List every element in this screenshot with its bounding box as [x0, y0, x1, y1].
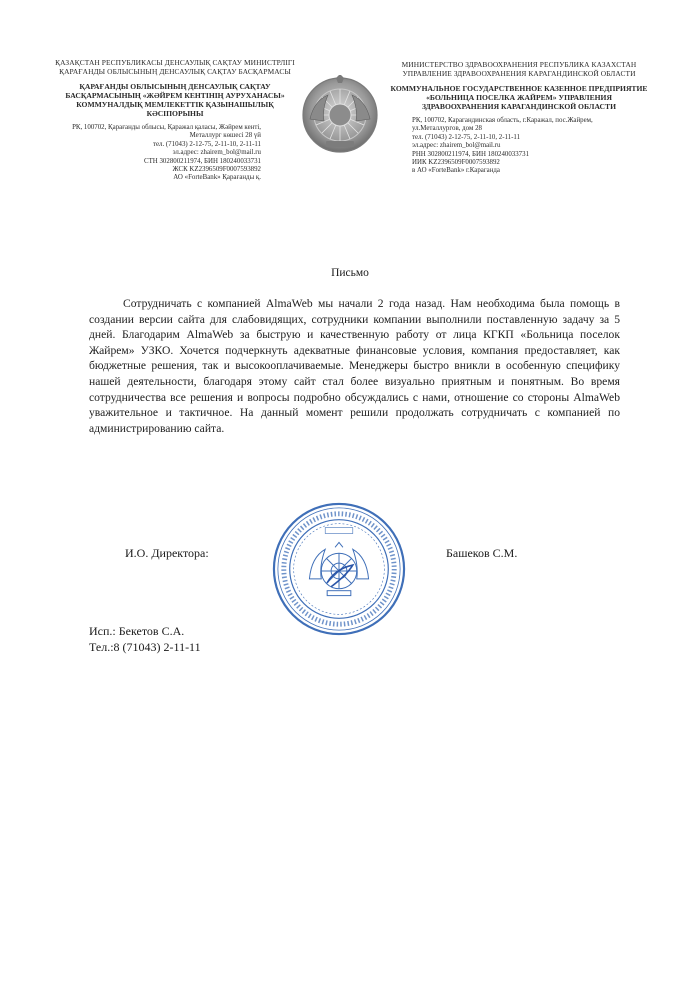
contact-line: АО «ForteBank» Қарағанды қ. — [173, 174, 261, 182]
contact-line: тел. (71043) 2-12-75, 2-11-10, 2-11-11 — [152, 140, 261, 148]
ministry-ru: МИНИСТЕРСТВО ЗДРАВООХРАНЕНИЯ РЕСПУБЛИКА КАЗАХСТАН УПРАВЛЕНИЕ ЗДРАВООХРАНЕНИЯ КАРАГАНДИНСКОЙ ОБЛАСТИ — [401, 60, 637, 78]
contact-line: тел. (71043) 2-12-75, 2-11-10, 2-11-11 — [412, 133, 521, 141]
contact-line: ЖСК KZ2396509F0007593892 — [172, 166, 261, 174]
contacts-ru — [390, 117, 648, 176]
contacts-kz — [55, 124, 295, 183]
state-emblem-icon — [300, 75, 380, 155]
official-stamp-icon — [270, 500, 408, 638]
signature-role: И.О. Директора: — [125, 546, 209, 560]
signature-name: Башеков С.М. — [446, 546, 518, 560]
letterhead-right — [390, 60, 648, 176]
ministry-kz: ҚАЗАҚСТАН РЕСПУБЛИКАСЫ ДЕНСАУЛЫҚ САҚТАУ МИНИСТРЛІГІ ҚАРАҒАНДЫ ОБЛЫСЫНЫҢ ДЕНСАУЛЫҚ САҚТАУ БАСҚАРМАСЫ — [55, 58, 295, 76]
contact-line: РК, 100702, Қарағанды облысы, Қаражал қаласы, Жәйрем кенті, — [72, 124, 261, 131]
letterhead-left — [55, 58, 295, 183]
contact-line: РНН 302800211974, БИН 180240033731 — [412, 150, 530, 158]
organization-kz: ҚАРАҒАНДЫ ОБЛЫСЫНЫҢ ДЕНСАУЛЫҚ САҚТАУ БАСҚАРМАСЫНЫҢ «ЖӘЙРЕМ КЕНТІНІҢ АУРУХАНАСЫ» КОММУНАЛДЫҚ МЕМЛЕКЕТТІК ҚАЗЫНАШЫЛЫҚ КӘСІПОРЫНЫ — [65, 82, 285, 118]
contact-line: СТН 302800211974, БИН 180240033731 — [143, 157, 261, 165]
contact-line: Металлург көшесі 28 үй — [189, 132, 261, 140]
contact-line: РК, 100702, Карагандинская область, г.Каражал, пос.Жайрем, — [412, 117, 593, 124]
contact-line: в АО «ForteBank» г.Караганда — [412, 167, 500, 175]
contact-line: ИИК KZ2396509F0007593892 — [412, 159, 500, 167]
executor-name: Исп.: Бекетов С.А. — [89, 624, 185, 638]
contact-line: ул.Металлургов, дом 28 — [412, 125, 482, 133]
executor-block — [89, 623, 201, 655]
executor-phone: Тел.:8 (71043) 2-11-11 — [89, 640, 201, 654]
organization-ru: КОММУНАЛЬНОЕ ГОСУДАРСТВЕННОЕ КАЗЕННОЕ ПРЕДПРИЯТИЕ «БОЛЬНИЦА ПОСЕЛКА ЖАЙРЕМ» УПРАВЛЕНИЯ ЗДРАВООХРАНЕНИЯ КАРАГАНДИНСКОЙ ОБЛАСТИ — [390, 84, 648, 111]
letter-body: Сотрудничать с компанией AlmaWeb мы начали 2 года назад. Нам необходима была помощь в создании версии сайта для слабовидящих, сотрудники компании выполнили поставленную задачу за 5 дней. Благодарим AlmaWeb за быструю и качественную работу от лица КГКП «Больница поселок Жайрем» УЗКО. Хочется подчеркнуть адекватные финансовые условия, компания предоставляет, как бюджетные решения, так и высокооплачиваемые. Менеджеры быстро вникли в особенную специфику нашей деятельности, благодаря этому сайт стал более визуально приятным и понятным. Во время сотрудничества все решения и вопросы подробно обсуждались с нами, отношение со стороны AlmaWeb уважительное и тактичное. На данный момент решили продолжать сотрудничать с компанией по администрированию сайта. — [89, 297, 620, 435]
letter-title: Письмо — [331, 267, 369, 279]
contact-line: эл.адрес: zhairem_bol@mail.ru — [172, 149, 261, 157]
contact-line: эл.адрес: zhairem_bol@mail.ru — [412, 142, 501, 150]
